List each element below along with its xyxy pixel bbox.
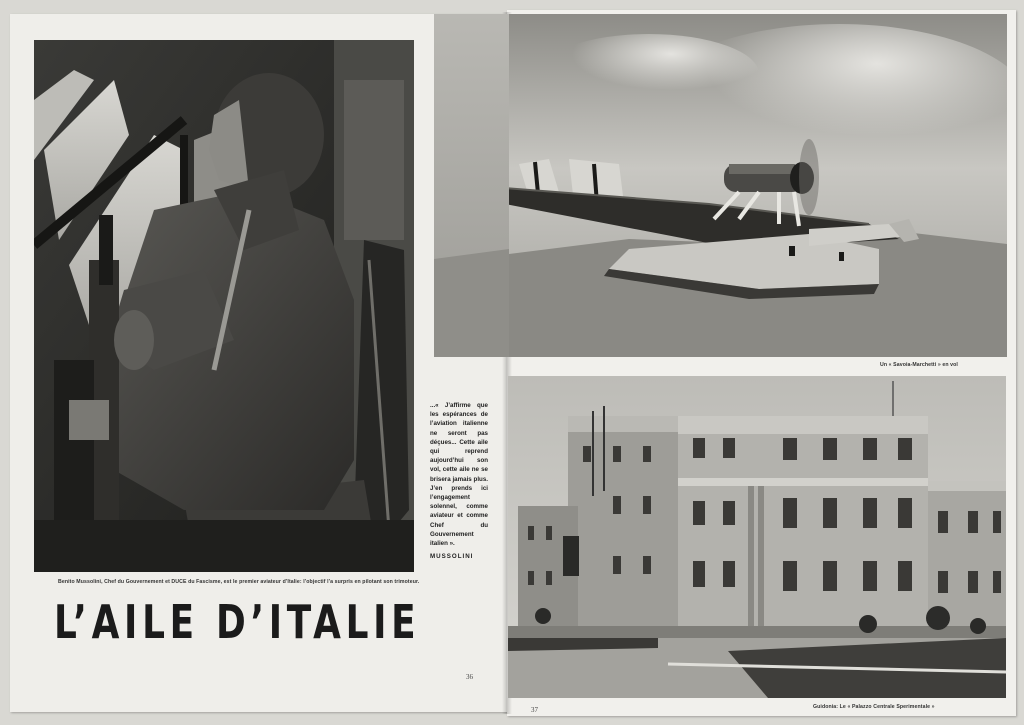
- quote-block: [430, 401, 488, 561]
- seaplane-photo: [509, 14, 1007, 357]
- pilot-photo-caption: Benito Mussolini, Chef du Gouvernement et DUCE du Fascisme, est le premier aviateur d’Italie: l’objectif l’a surpris en pilotant son trimoteur.: [58, 579, 420, 585]
- plane-photo-caption: Un « Savoia-Marchetti » en vol: [880, 362, 958, 368]
- page-headline: L’AILE D’ITALIE: [54, 595, 421, 649]
- quote-signature: MUSSOLINI: [430, 553, 474, 561]
- pilot-cockpit-photo: [34, 40, 414, 572]
- quote-text: ...« J’affirme que les espérances de l’aviation italienne ne seront pas déçues... Cette aile qui reprend aujourd’hui son vol, cette aile ne se brisera jamais plus. J’en prends ici l’engagement solennel, comme aviateur et comme Chef du Gouvernement italien ».: [430, 402, 488, 548]
- page-number-right: 37: [531, 706, 538, 714]
- sky-strip-photo: [434, 14, 509, 357]
- page-number-left: 36: [466, 673, 473, 681]
- building-photo-caption: Guidonia: Le « Palazzo Centrale Sperimentale »: [813, 704, 935, 710]
- building-photo: [508, 376, 1006, 698]
